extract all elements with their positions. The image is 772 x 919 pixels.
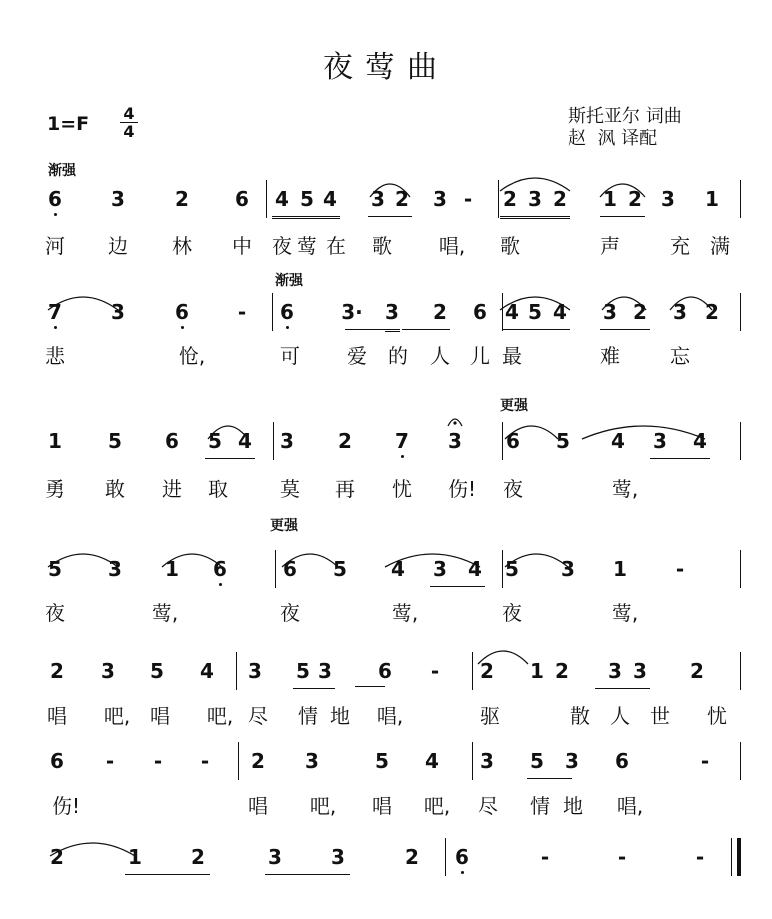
- lyric: 情: [530, 794, 550, 818]
- note: 4: [238, 429, 252, 453]
- lyric: 唱,: [438, 234, 466, 258]
- note: 1: [165, 557, 179, 581]
- composer-credit: 斯托亚尔 词曲: [568, 106, 682, 127]
- lyric: 莺,: [611, 477, 639, 501]
- lyric: 歌: [372, 234, 392, 258]
- slur-arc: [208, 425, 248, 441]
- lyric: 莺: [297, 234, 317, 258]
- octave-dot-below: [401, 455, 404, 458]
- note: 2: [405, 845, 419, 869]
- lyric: 驱: [480, 704, 500, 728]
- lyric: 地: [330, 704, 350, 728]
- beam-underline: [600, 216, 645, 217]
- note: 2: [175, 187, 189, 211]
- lyric: 忘: [670, 344, 690, 368]
- beam-underline: [650, 458, 710, 459]
- note: 3: [318, 659, 332, 683]
- lyric: 取: [208, 477, 228, 501]
- lyric: 边: [108, 234, 128, 258]
- lyric: 唱,: [376, 704, 404, 728]
- note: 3: [653, 429, 667, 453]
- octave-dot-below: [181, 326, 184, 329]
- lyric: 可: [280, 344, 300, 368]
- note: 2: [251, 749, 265, 773]
- note: 4: [693, 429, 707, 453]
- note: 7: [48, 300, 62, 324]
- note: 3: [633, 659, 647, 683]
- slur-arc: [500, 177, 570, 193]
- note: 2: [50, 845, 64, 869]
- extension-dash: -: [153, 749, 163, 773]
- dynamic-marking: 更强: [500, 398, 528, 414]
- lyric: 进: [162, 477, 182, 501]
- note: 2: [553, 187, 567, 211]
- note: 3: [433, 557, 447, 581]
- note: 3: [101, 659, 115, 683]
- slur-arc: [385, 553, 480, 569]
- note: 4: [200, 659, 214, 683]
- barline: [740, 293, 741, 331]
- lyric: 尽: [248, 704, 268, 728]
- note: 2: [338, 429, 352, 453]
- note: 5: [208, 429, 222, 453]
- note: 5: [108, 429, 122, 453]
- note: 4: [323, 187, 337, 211]
- beam-underline: [500, 216, 570, 217]
- dynamic-marking: 渐强: [275, 273, 303, 289]
- beam-underline: [205, 458, 255, 459]
- barline: [731, 838, 732, 876]
- lyric: 唱: [150, 704, 170, 728]
- slur-arc: [600, 183, 645, 199]
- note: 3·: [341, 300, 363, 324]
- note: 2: [628, 187, 642, 211]
- note: 3: [371, 187, 385, 211]
- beam-underline: [430, 586, 485, 587]
- note: 4: [505, 300, 519, 324]
- slur-arc: [282, 553, 338, 569]
- lyric: 忧: [392, 477, 412, 501]
- note: 2: [395, 187, 409, 211]
- beam-underline: [385, 331, 400, 332]
- time-denominator: 4: [120, 122, 138, 140]
- slur-arc: [602, 296, 646, 312]
- beam-underline: [272, 218, 340, 219]
- lyric: 夜: [280, 601, 300, 625]
- slur-arc: [478, 650, 528, 666]
- slur-arc: [50, 842, 135, 858]
- note: 5: [375, 749, 389, 773]
- lyric: 难: [600, 344, 620, 368]
- lyric: 唱: [248, 794, 268, 818]
- extension-dash: -: [200, 749, 210, 773]
- lyric: 再: [335, 477, 355, 501]
- note: 5: [48, 557, 62, 581]
- note: 5: [556, 429, 570, 453]
- slur-arc: [505, 425, 558, 441]
- note: 6: [506, 429, 520, 453]
- lyric: 人: [430, 344, 450, 368]
- note: 6: [213, 557, 227, 581]
- barline: [266, 180, 267, 218]
- note: 6: [50, 749, 64, 773]
- note: 5: [333, 557, 347, 581]
- lyric: 儿: [470, 344, 490, 368]
- note: 3: [331, 845, 345, 869]
- note: 6: [175, 300, 189, 324]
- extension-dash: -: [237, 300, 247, 324]
- beam-underline: [402, 329, 450, 330]
- slur-arc: [500, 296, 570, 312]
- beam-underline: [502, 329, 570, 330]
- note: 2: [480, 659, 494, 683]
- note: 4: [553, 300, 567, 324]
- lyric: 爱: [347, 344, 367, 368]
- barline: [740, 180, 741, 218]
- note: 1: [613, 557, 627, 581]
- note: 6: [378, 659, 392, 683]
- lyric: 情: [298, 704, 318, 728]
- key-signature: 1=F: [47, 113, 90, 135]
- dynamic-marking: 更强: [270, 518, 298, 534]
- lyric: 人: [610, 704, 630, 728]
- barline: [502, 550, 503, 588]
- note: 1: [530, 659, 544, 683]
- note: 3: [565, 749, 579, 773]
- lyric: 夜: [45, 601, 65, 625]
- barline: [502, 422, 503, 460]
- lyric: 吧,: [103, 704, 131, 728]
- translator-credit: 赵 沨 译配: [568, 128, 658, 149]
- note: 3: [111, 187, 125, 211]
- note: 3: [433, 187, 447, 211]
- slur-arc: [162, 553, 222, 569]
- note: 3: [280, 429, 294, 453]
- lyric: 吧,: [309, 794, 337, 818]
- beam-underline: [293, 688, 335, 689]
- extension-dash: -: [540, 845, 550, 869]
- note: 6: [455, 845, 469, 869]
- beam-underline: [265, 874, 350, 875]
- note: 6: [473, 300, 487, 324]
- lyric: 满: [710, 234, 730, 258]
- octave-dot-below: [54, 213, 57, 216]
- lyric: 唱,: [616, 794, 644, 818]
- note: 3: [480, 749, 494, 773]
- barline: [740, 550, 741, 588]
- note: 3: [528, 187, 542, 211]
- barline: [238, 742, 239, 780]
- slur-arc: [48, 296, 118, 312]
- note: 3: [448, 429, 462, 453]
- slur-arc: [670, 296, 712, 312]
- barline: [498, 180, 499, 218]
- beam-underline: [345, 329, 400, 330]
- extension-dash: -: [695, 845, 705, 869]
- note: 4: [425, 749, 439, 773]
- barline: [472, 652, 473, 690]
- note: 4: [391, 557, 405, 581]
- note: 5: [530, 749, 544, 773]
- time-signature: [120, 105, 138, 140]
- extension-dash: -: [700, 749, 710, 773]
- lyric: 吧,: [206, 704, 234, 728]
- extension-dash: -: [105, 749, 115, 773]
- lyric: 河: [45, 234, 65, 258]
- lyric: 怆,: [178, 344, 206, 368]
- lyric: 唱: [47, 704, 67, 728]
- note: 5: [528, 300, 542, 324]
- time-numerator: 4: [123, 104, 135, 123]
- barline: [273, 422, 274, 460]
- note: 2: [50, 659, 64, 683]
- beam-underline: [368, 216, 412, 217]
- note: 3: [385, 300, 399, 324]
- beam-underline: [527, 778, 572, 779]
- octave-dot-below: [219, 583, 222, 586]
- lyric: 莫: [280, 477, 300, 501]
- note: 7: [395, 429, 409, 453]
- note: 3: [561, 557, 575, 581]
- note: 6: [165, 429, 179, 453]
- note: 2: [690, 659, 704, 683]
- note: 6: [615, 749, 629, 773]
- barline: [472, 742, 473, 780]
- slur-arc: [48, 553, 118, 569]
- lyric: 悲: [45, 344, 65, 368]
- note: 2: [191, 845, 205, 869]
- song-title: 夜莺曲: [323, 50, 449, 85]
- lyric: 伤!: [447, 477, 477, 501]
- lyric: 林: [172, 234, 192, 258]
- lyric: 敢: [105, 477, 125, 501]
- lyric: 忧: [707, 704, 727, 728]
- extension-dash: -: [675, 557, 685, 581]
- final-barline: [737, 838, 741, 876]
- note: 2: [503, 187, 517, 211]
- lyric: 莺,: [611, 601, 639, 625]
- lyric: 尽: [478, 794, 498, 818]
- note: 5: [505, 557, 519, 581]
- lyric: 声: [600, 234, 620, 258]
- note: 3: [248, 659, 262, 683]
- note: 3: [608, 659, 622, 683]
- lyric: 莺,: [391, 601, 419, 625]
- dynamic-marking: 渐强: [48, 163, 76, 179]
- beam-underline: [125, 874, 210, 875]
- note: 5: [296, 659, 310, 683]
- lyric: 莺,: [151, 601, 179, 625]
- lyric: 在: [326, 234, 346, 258]
- lyric: 最: [502, 344, 522, 368]
- beam-underline: [272, 216, 340, 217]
- octave-dot-below: [461, 871, 464, 874]
- note: 3: [603, 300, 617, 324]
- lyric: 歌: [500, 234, 520, 258]
- extension-dash: -: [430, 659, 440, 683]
- lyric: 中: [232, 234, 252, 258]
- lyric: 伤!: [51, 794, 81, 818]
- note: 2: [433, 300, 447, 324]
- lyric: 散: [570, 704, 590, 728]
- note: 5: [300, 187, 314, 211]
- note: 2: [555, 659, 569, 683]
- note: 2: [633, 300, 647, 324]
- note: 4: [468, 557, 482, 581]
- lyric: 夜: [272, 234, 292, 258]
- note: 1: [128, 845, 142, 869]
- lyric: 吧,: [423, 794, 451, 818]
- slur-arc: [505, 553, 568, 569]
- note: 3: [305, 749, 319, 773]
- note: 6: [235, 187, 249, 211]
- note: 3: [268, 845, 282, 869]
- lyric: 充: [670, 234, 690, 258]
- lyric: 的: [388, 344, 408, 368]
- slur-arc: [370, 183, 410, 199]
- note: 2: [705, 300, 719, 324]
- note: 4: [611, 429, 625, 453]
- barline: [275, 550, 276, 588]
- extension-dash: -: [617, 845, 627, 869]
- barline: [740, 652, 741, 690]
- note: 6: [280, 300, 294, 324]
- barline: [445, 838, 446, 876]
- lyric: 夜: [502, 601, 522, 625]
- note: 3: [108, 557, 122, 581]
- note: 1: [48, 429, 62, 453]
- note: 3: [673, 300, 687, 324]
- note: 1: [603, 187, 617, 211]
- note: 3: [661, 187, 675, 211]
- barline: [272, 293, 273, 331]
- beam-underline: [600, 329, 650, 330]
- barline: [236, 652, 237, 690]
- beam-underline: [500, 218, 570, 219]
- barline: [740, 742, 741, 780]
- beam-underline: [595, 688, 650, 689]
- beam-underline: [355, 686, 385, 687]
- fermata-icon: [447, 412, 463, 431]
- note: 3: [111, 300, 125, 324]
- octave-dot-below: [54, 326, 57, 329]
- note: 5: [150, 659, 164, 683]
- note: 6: [48, 187, 62, 211]
- lyric: 地: [563, 794, 583, 818]
- extension-dash: -: [463, 187, 473, 211]
- note: 6: [283, 557, 297, 581]
- lyric: 唱: [372, 794, 392, 818]
- lyric: 夜: [503, 477, 523, 501]
- lyric: 勇: [45, 477, 65, 501]
- octave-dot-below: [286, 326, 289, 329]
- lyric: 世: [650, 704, 670, 728]
- barline: [740, 422, 741, 460]
- note: 4: [275, 187, 289, 211]
- slur-arc: [582, 425, 705, 441]
- note: 1: [705, 187, 719, 211]
